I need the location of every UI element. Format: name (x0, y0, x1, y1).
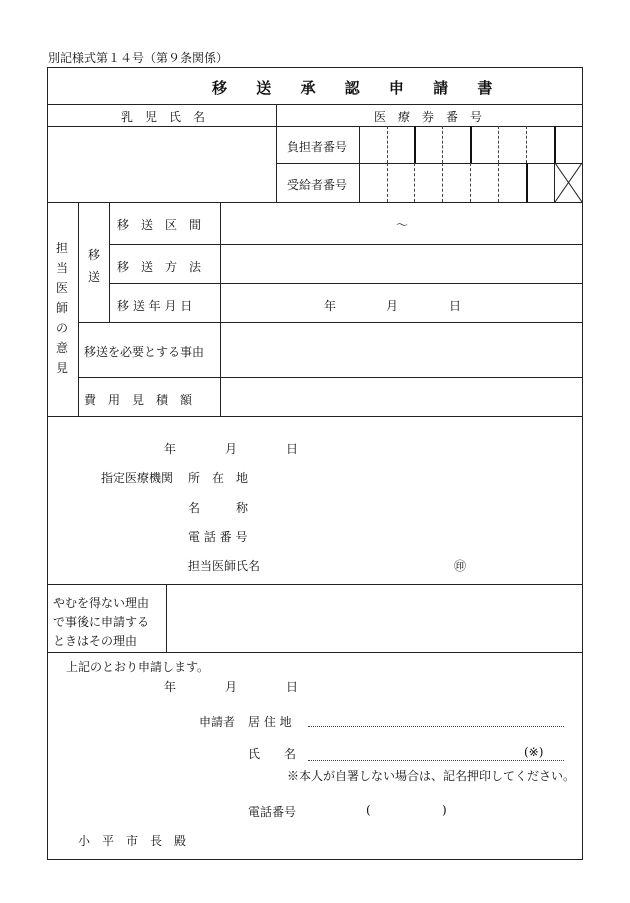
institution-date-year: 年 (164, 442, 177, 456)
transfer-date-day: 日 (449, 299, 462, 313)
divider (109, 244, 583, 245)
digit-separator (414, 126, 416, 163)
digit-separator (526, 163, 528, 202)
designated-institution-label: 指定医療機関 (101, 471, 174, 485)
addressee: 小 平 市 長 殿 (78, 834, 187, 848)
seal-mark: ㊞ (454, 559, 467, 573)
institution-name-label: 名 称 (188, 501, 249, 515)
divider (359, 126, 360, 202)
digit-separator (526, 126, 527, 163)
applicant-phone-label: 電話番号 (248, 805, 297, 819)
transfer-section-label: 移 送 区 間 (117, 218, 202, 232)
residence-label: 居 住 地 (248, 715, 292, 729)
institution-phone-label: 電 話 番 号 (188, 530, 248, 544)
transfer-date-label: 移 送 年 月 日 (117, 299, 193, 313)
divider (109, 283, 583, 284)
application-statement: 上記のとおり申請します。 (66, 660, 210, 674)
divider (47, 416, 583, 417)
divider (220, 202, 221, 416)
name-mark: (※) (524, 745, 544, 759)
infant-name-label: 乳 児 氏 名 (121, 110, 206, 124)
doctor-opinion-label: 担 当 医 師 の 意 見 (55, 241, 68, 375)
phone-close-paren: ) (442, 803, 447, 817)
digit-separator (470, 126, 472, 163)
applicant-label: 申請者 (199, 715, 236, 729)
transfer-reason-label: 移送を必要とする事由 (84, 345, 205, 359)
applicant-name-field[interactable] (308, 760, 564, 761)
residence-field[interactable] (308, 726, 564, 727)
transfer-method-label: 移 送 方 法 (117, 260, 202, 274)
void-box-cross (555, 163, 582, 202)
application-date-month: 月 (225, 680, 238, 694)
unavoidable-reason-label: やむを得ない理由 で事後に申請する ときはその理由 (53, 596, 150, 648)
divider (166, 584, 167, 652)
institution-address-label: 所 在 地 (188, 471, 249, 485)
application-date-day: 日 (286, 680, 299, 694)
cost-estimate-label: 費 用 見 積 額 (84, 393, 193, 407)
digit-separator (387, 163, 388, 202)
divider (47, 126, 583, 127)
transfer-date-month: 月 (386, 299, 399, 313)
institution-date-day: 日 (286, 442, 299, 456)
form-number-label: 別記様式第１４号（第９条関係） (48, 51, 229, 65)
divider (47, 584, 583, 585)
digit-separator (387, 126, 388, 163)
divider (276, 104, 277, 202)
card-number-label: 医 療 券 番 号 (374, 110, 483, 124)
digit-separator (442, 126, 443, 163)
divider (47, 202, 583, 203)
signature-note: ※本人が自署しない場合は、記名押印してください。 (287, 769, 576, 783)
application-date-year: 年 (164, 680, 177, 694)
form-title: 移 送 承 認 申 請 書 (212, 79, 505, 97)
digit-separator (414, 163, 415, 202)
transfer-date-year: 年 (324, 299, 337, 313)
divider (78, 322, 583, 323)
digit-separator (442, 163, 443, 202)
institution-date-month: 月 (225, 442, 238, 456)
payer-number-label: 負担者番号 (287, 140, 348, 154)
recipient-number-label: 受給者番号 (287, 178, 348, 192)
digit-separator (498, 163, 499, 202)
divider (109, 202, 110, 322)
divider (78, 377, 583, 378)
applicant-name-label: 氏 名 (248, 747, 297, 761)
divider (47, 104, 583, 105)
digit-separator (498, 126, 499, 163)
divider (47, 652, 583, 653)
divider (276, 163, 583, 164)
divider (78, 202, 79, 416)
digit-separator (554, 126, 556, 163)
transfer-section-tilde: ～ (396, 218, 409, 232)
doctor-name-label: 担当医師氏名 (188, 559, 261, 573)
transfer-label: 移 送 (87, 248, 100, 284)
phone-open-paren: ( (366, 803, 371, 817)
digit-separator (470, 163, 471, 202)
